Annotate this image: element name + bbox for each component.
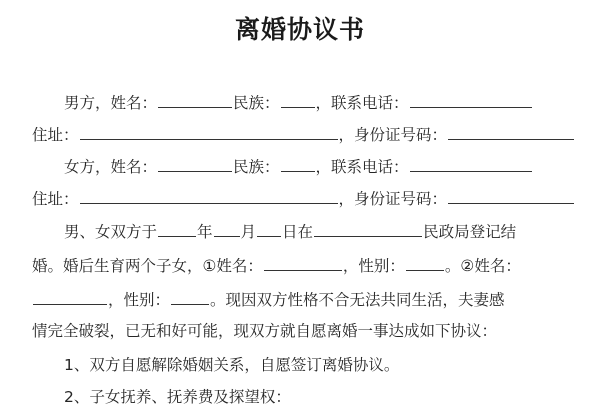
- registration-line-2: [32, 251, 521, 277]
- day-at-label: 日在: [282, 223, 314, 241]
- clause-1: [64, 352, 399, 378]
- bureau-field[interactable]: [314, 217, 422, 237]
- registration-line-4: [32, 318, 497, 344]
- month-field[interactable]: [214, 217, 240, 237]
- registration-prefix: 男、女双方于: [64, 223, 158, 241]
- child2-name-field[interactable]: [33, 285, 107, 305]
- male-address-line: [32, 120, 575, 146]
- male-address-label: 住址：: [32, 126, 79, 144]
- document-title: 离婚协议书: [234, 15, 365, 44]
- female-ethnic-label: 民族：: [233, 158, 280, 176]
- female-ethnic-field[interactable]: [281, 152, 315, 172]
- child1-name-label: 婚。婚后生育两个子女，①姓名：: [32, 257, 263, 275]
- male-address-field[interactable]: [80, 120, 338, 140]
- female-phone-field[interactable]: [410, 152, 532, 172]
- child2-gender-field[interactable]: [171, 285, 209, 305]
- male-id-label: ，身份证号码：: [338, 126, 448, 144]
- male-name-label: 男方，姓名：: [64, 94, 158, 112]
- male-ethnic-field[interactable]: [281, 88, 315, 108]
- clause-text: 2、子女抚养、抚养费及探望权：: [64, 388, 291, 406]
- reason-text: 。现因双方性格不合无法共同生活，夫妻感: [210, 291, 505, 309]
- clause-text: 1、双方自愿解除婚姻关系，自愿签订离婚协议。: [64, 356, 400, 374]
- year-label: 年: [197, 223, 213, 241]
- day-field[interactable]: [257, 217, 281, 237]
- male-info-line: [64, 88, 533, 114]
- female-name-field[interactable]: [158, 152, 232, 172]
- male-ethnic-label: 民族：: [233, 94, 280, 112]
- child1-gender-field[interactable]: [406, 251, 444, 271]
- child2-gender-label: ，性别：: [108, 291, 171, 309]
- child1-gender-label: ，性别：: [342, 257, 405, 275]
- registration-line-3: [32, 285, 505, 311]
- female-phone-label: ，联系电话：: [315, 158, 409, 176]
- male-id-field[interactable]: [448, 120, 574, 140]
- female-address-field[interactable]: [80, 184, 338, 204]
- year-field[interactable]: [158, 217, 196, 237]
- female-id-field[interactable]: [448, 184, 574, 204]
- child1-name-field[interactable]: [264, 251, 342, 271]
- female-name-label: 女方，姓名：: [64, 158, 158, 176]
- bureau-suffix: 民政局登记结: [423, 223, 517, 241]
- month-label: 月: [240, 223, 257, 241]
- female-address-label: 住址：: [32, 190, 79, 208]
- male-name-field[interactable]: [158, 88, 232, 108]
- clause-2: [64, 384, 291, 410]
- registration-line-1: [64, 217, 516, 243]
- male-phone-field[interactable]: [410, 88, 532, 108]
- male-phone-label: ，联系电话：: [315, 94, 409, 112]
- female-address-line: [32, 184, 575, 210]
- child2-name-label: 。②姓名：: [444, 257, 521, 275]
- female-info-line: [64, 152, 533, 178]
- female-id-label: ，身份证号码：: [338, 190, 448, 208]
- agreement-intro-text: 情完全破裂，已无和好可能，现双方就自愿离婚一事达成如下协议：: [32, 322, 498, 340]
